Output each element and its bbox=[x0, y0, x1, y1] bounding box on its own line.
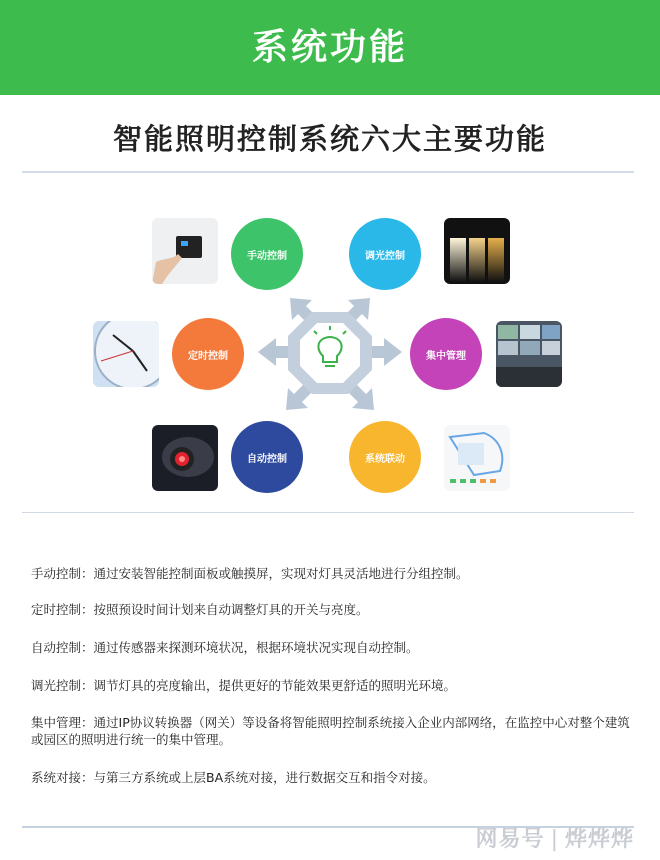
desc-timed-control bbox=[31, 601, 641, 618]
desc-label: 定时控制： bbox=[31, 602, 94, 617]
node-system-linkage: 系统联动 bbox=[349, 421, 421, 493]
node-manual-control: 手动控制 bbox=[231, 218, 303, 290]
node-timed-control: 定时控制 bbox=[172, 318, 244, 390]
desc-manual-control bbox=[31, 565, 641, 582]
desc-label: 调光控制： bbox=[31, 678, 94, 693]
divider-middle bbox=[22, 512, 634, 513]
desc-system-integration bbox=[31, 769, 641, 786]
arrow-left-icon bbox=[258, 338, 290, 366]
node-dimming-control: 调光控制 bbox=[349, 218, 421, 290]
thumb-monitoring-center bbox=[496, 321, 562, 387]
desc-auto-control bbox=[31, 639, 641, 656]
desc-central-management bbox=[31, 714, 641, 748]
desc-label: 系统对接： bbox=[31, 770, 94, 785]
desc-label: 自动控制： bbox=[31, 640, 94, 655]
divider-top bbox=[22, 171, 634, 173]
watermark bbox=[476, 822, 634, 853]
desc-text: 通过IP协议转换器（网关）等设备将智能照明控制系统接入企业内部网络，在监控中心对整个建筑或园区的照明进行统一的集中管理。 bbox=[31, 715, 630, 747]
desc-text: 按照预设时间计划来自动调整灯具的开关与亮度。 bbox=[93, 602, 369, 617]
function-diagram bbox=[0, 180, 660, 510]
section-subtitle: 智能照明控制系统六大主要功能 bbox=[112, 122, 547, 156]
thumb-clock bbox=[93, 321, 159, 387]
thumb-dimming-lights bbox=[444, 218, 510, 284]
desc-text: 通过安装智能控制面板或触摸屏，实现对灯具灵活地进行分组控制。 bbox=[93, 566, 469, 581]
watermark-brand: 网易号 bbox=[475, 827, 545, 852]
node-auto-control: 自动控制 bbox=[231, 421, 303, 493]
page-title: 系统功能 bbox=[251, 27, 408, 68]
thumb-sensor-camera bbox=[152, 425, 218, 491]
desc-text: 与第三方系统或上层BA系统对接，进行数据交互和指令对接。 bbox=[93, 770, 436, 785]
desc-dimming-control bbox=[31, 677, 641, 694]
watermark-author: 烨烨烨 bbox=[564, 827, 634, 852]
arrow-right-icon bbox=[370, 338, 402, 366]
node-central-management: 集中管理 bbox=[410, 318, 482, 390]
thumb-control-panel bbox=[152, 218, 218, 284]
watermark-separator: | bbox=[550, 827, 559, 852]
desc-text: 调节灯具的亮度输出，提供更好的节能效果更舒适的照明光环境。 bbox=[93, 678, 457, 693]
thumb-system-linkage-map bbox=[444, 425, 510, 491]
desc-label: 手动控制： bbox=[31, 566, 94, 581]
desc-text: 通过传感器来探测环境状况，根据环境状况实现自动控制。 bbox=[93, 640, 419, 655]
desc-label: 集中管理： bbox=[31, 715, 94, 730]
header-banner bbox=[0, 0, 660, 95]
